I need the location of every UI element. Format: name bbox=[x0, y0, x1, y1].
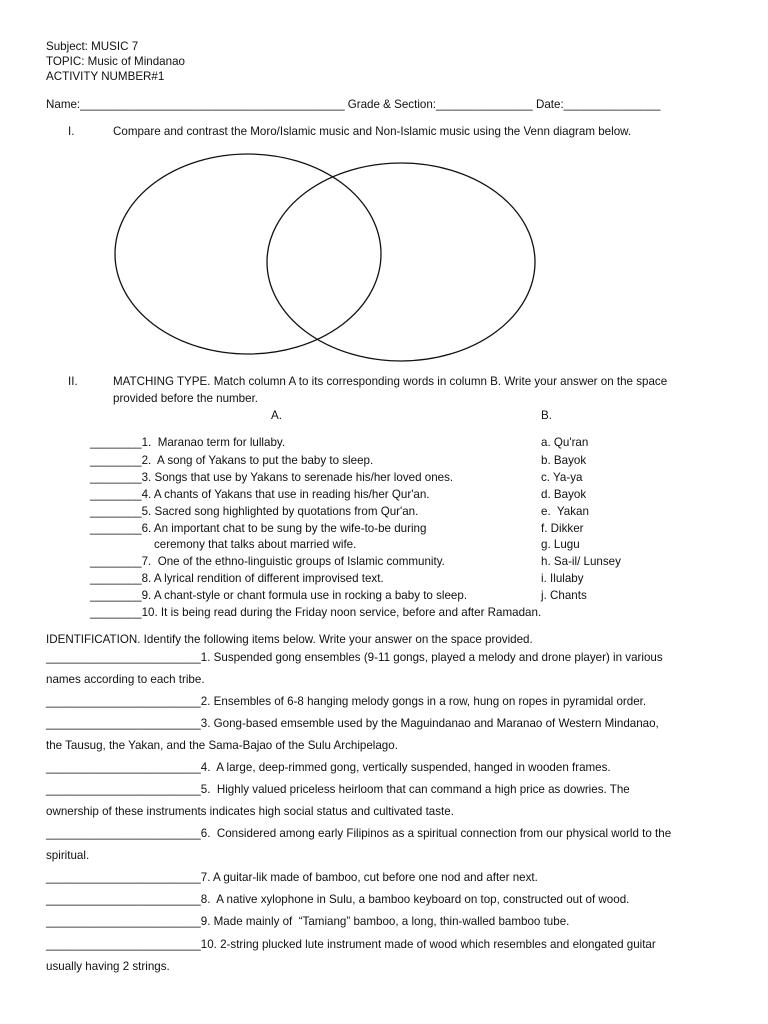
identification-item[interactable]: ________________________10. 2-string plucked lute instrument made of wood which resembles and elongated guitar bbox=[46, 938, 656, 951]
column-b-header: B. bbox=[541, 409, 552, 422]
part1-instruction: Compare and contrast the Moro/Islamic music and Non-Islamic music using the Venn diagram below. bbox=[113, 125, 632, 138]
identification-item[interactable]: ________________________9. Made mainly of “Tamiang” bamboo, a long, thin-walled bamboo tube. bbox=[46, 915, 570, 928]
choice-a: a. Qu'ran bbox=[541, 436, 589, 449]
identification-continuation: usually having 2 strings. bbox=[46, 960, 170, 973]
matching-item[interactable]: ________5. Sacred song highlighted by quotations from Qur'an. bbox=[90, 505, 419, 518]
matching-item[interactable]: ________9. A chant-style or chant formula use in rocking a baby to sleep. bbox=[90, 589, 468, 602]
matching-item[interactable]: ________7. One of the ethno-linguistic groups of Islamic community. bbox=[90, 555, 445, 568]
choice-d: d. Bayok bbox=[541, 488, 587, 501]
matching-item-continuation: ceremony that talks about married wife. bbox=[154, 538, 357, 551]
identification-item[interactable]: ________________________7. A guitar-lik made of bamboo, cut before one nod and after next. bbox=[46, 871, 538, 884]
name-grade-date-line[interactable]: Name:_________________________________________ Grade & Section:_______________ Date:_______________ bbox=[46, 98, 661, 111]
part2-numeral: II. bbox=[68, 375, 78, 388]
activity-line: ACTIVITY NUMBER#1 bbox=[46, 70, 165, 83]
identification-item[interactable]: ________________________6. Considered among early Filipinos as a spiritual connection from our physical world to the bbox=[46, 827, 672, 840]
identification-continuation: names according to each tribe. bbox=[46, 673, 205, 686]
choice-f: f. Dikker bbox=[541, 522, 584, 535]
choice-e: e. Yakan bbox=[541, 505, 589, 518]
identification-instruction: IDENTIFICATION. Identify the following items below. Write your answer on the space provided. bbox=[46, 633, 533, 646]
choice-j: j. Chants bbox=[541, 589, 587, 602]
matching-item[interactable]: ________8. A lyrical rendition of different improvised text. bbox=[90, 572, 384, 585]
matching-item[interactable]: ________10. It is being read during the Friday noon service, before and after Ramadan. bbox=[90, 606, 542, 619]
identification-item[interactable]: ________________________5. Highly valued priceless heirloom that can command a high price as dowries. The bbox=[46, 783, 630, 796]
identification-item[interactable]: ________________________8. A native xylophone in Sulu, a bamboo keyboard on top, constructed out of wood. bbox=[46, 893, 630, 906]
choice-g: g. Lugu bbox=[541, 538, 580, 551]
venn-left-circle[interactable] bbox=[115, 154, 381, 354]
part2-instruction-1: MATCHING TYPE. Match column A to its corresponding words in column B. Write your answer on the space bbox=[113, 375, 668, 388]
identification-item[interactable]: ________________________3. Gong-based emsemble used by the Maguindanao and Maranao of Western Mindanao, bbox=[46, 717, 659, 730]
matching-item[interactable]: ________3. Songs that use by Yakans to serenade his/her loved ones. bbox=[90, 471, 454, 484]
matching-item[interactable]: ________1. Maranao term for lullaby. bbox=[90, 436, 286, 449]
identification-continuation: ownership of these instruments indicates high social status and cultivated taste. bbox=[46, 805, 454, 818]
topic-line: TOPIC: Music of Mindanao bbox=[46, 55, 185, 68]
identification-item[interactable]: ________________________2. Ensembles of 6-8 hanging melody gongs in a row, hung on ropes in pyramidal order. bbox=[46, 695, 647, 708]
part1-numeral: I. bbox=[68, 125, 75, 138]
matching-item[interactable]: ________2. A song of Yakans to put the baby to sleep. bbox=[90, 454, 374, 467]
matching-item[interactable]: ________6. An important chat to be sung by the wife-to-be during bbox=[90, 522, 427, 535]
part2-instruction-2: provided before the number. bbox=[113, 392, 259, 405]
choice-i: i. Ilulaby bbox=[541, 572, 584, 585]
identification-item[interactable]: ________________________4. A large, deep-rimmed gong, vertically suspended, hanged in wooden frames. bbox=[46, 761, 611, 774]
identification-continuation: the Tausug, the Yakan, and the Sama-Bajao of the Sulu Archipelago. bbox=[46, 739, 398, 752]
matching-item[interactable]: ________4. A chants of Yakans that use in reading his/her Qur'an. bbox=[90, 488, 430, 501]
column-a-header: A. bbox=[271, 409, 282, 422]
subject-line: Subject: MUSIC 7 bbox=[46, 40, 139, 53]
venn-right-circle[interactable] bbox=[267, 163, 535, 361]
choice-c: c. Ya-ya bbox=[541, 471, 583, 484]
choice-h: h. Sa-il/ Lunsey bbox=[541, 555, 621, 568]
identification-item[interactable]: ________________________1. Suspended gong ensembles (9-11 gongs, played a melody and drone player) in various bbox=[46, 651, 663, 664]
choice-b: b. Bayok bbox=[541, 454, 587, 467]
identification-continuation: spiritual. bbox=[46, 849, 90, 862]
